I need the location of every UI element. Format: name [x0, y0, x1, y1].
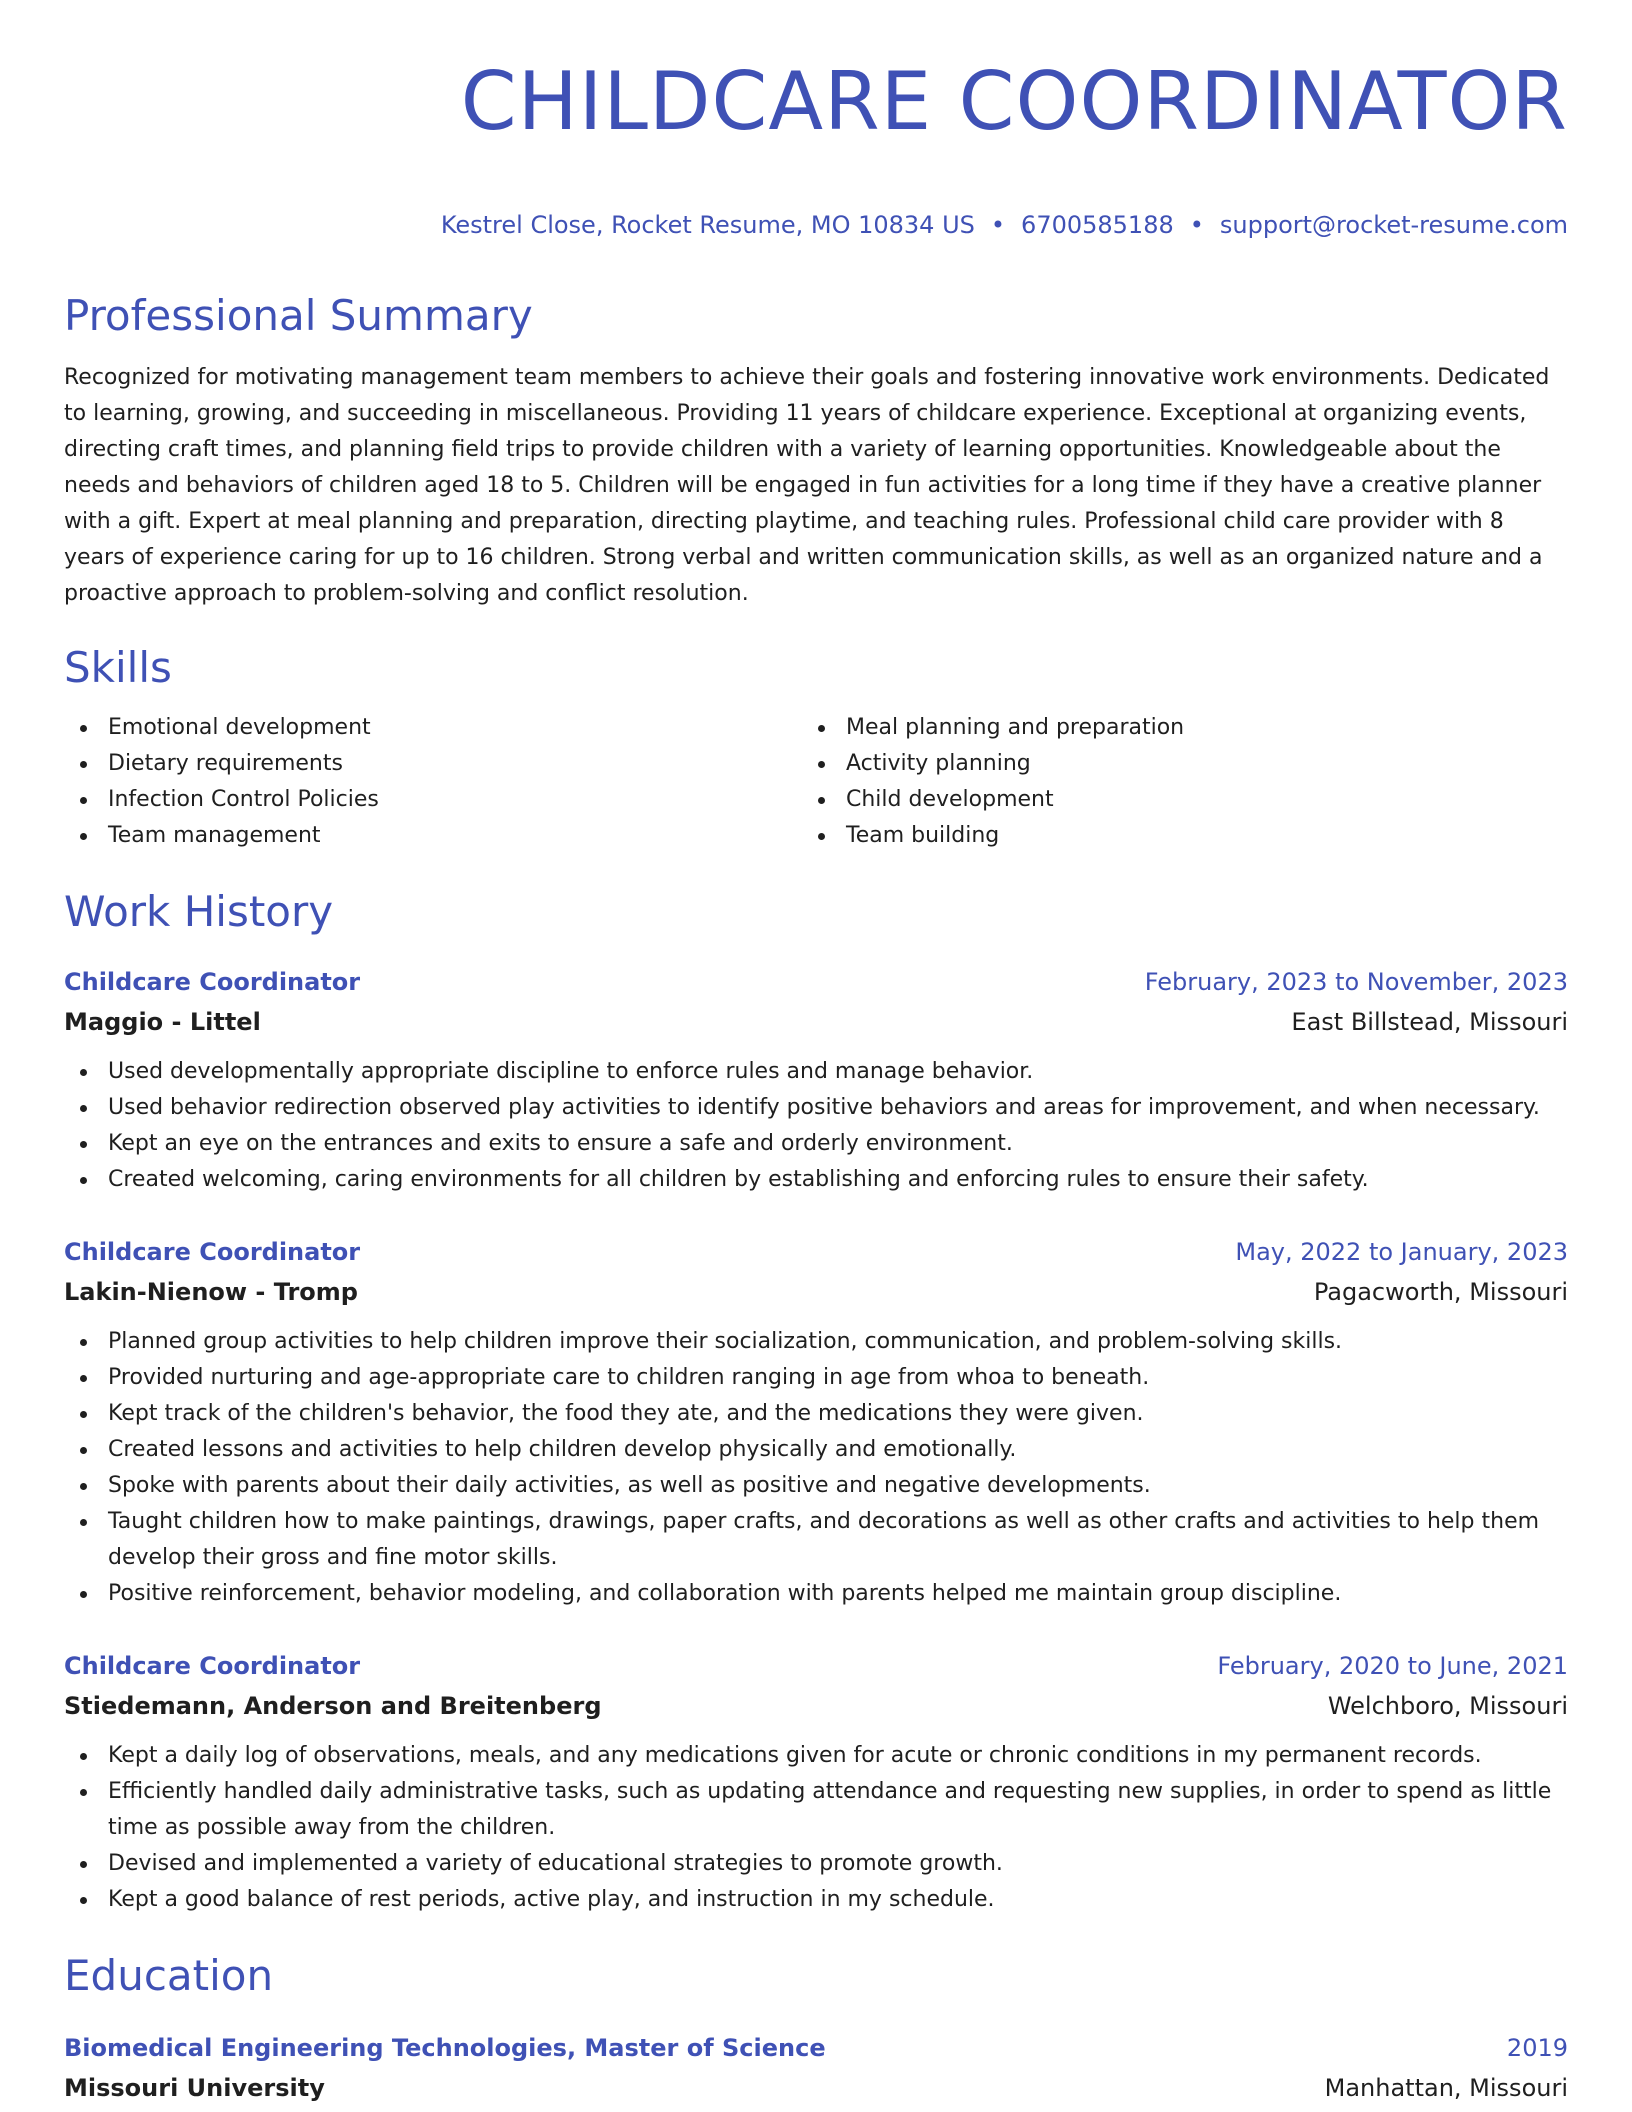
duty-item: Taught children how to make paintings, drawings, paper crafts, and decorations as well as other crafts and activities to help them develop their gross and fine motor skills. — [64, 1504, 1568, 1576]
education-heading: Education — [64, 1951, 274, 2000]
job-location: Welchboro, Missouri — [1327, 1692, 1568, 1720]
skill-item: Dietary requirements — [64, 746, 802, 782]
job-employer: Stiedemann, Anderson and Breitenberg — [64, 1692, 602, 1720]
contact-email: support@rocket-resume.com — [1219, 211, 1568, 239]
job-entry — [64, 1646, 1568, 1918]
job-employer: Lakin-Nienow - Tromp — [64, 1278, 358, 1306]
education-entry — [64, 2028, 1568, 2108]
job-entry — [64, 1232, 1568, 1612]
duty-item: Kept an eye on the entrances and exits to ensure a safe and orderly environment. — [64, 1126, 1568, 1162]
job-title: Childcare Coordinator — [64, 1238, 361, 1266]
contact-line — [64, 210, 1568, 240]
job-dates: May, 2022 to January, 2023 — [1235, 1238, 1568, 1266]
education-year: 2019 — [1506, 2034, 1568, 2062]
work-history-heading: Work History — [64, 887, 334, 936]
job-duties-list — [64, 1054, 1568, 1198]
duty-item: Provided nurturing and age-appropriate care to children ranging in age from whoa to beneath. — [64, 1360, 1568, 1396]
job-title: Childcare Coordinator — [64, 1652, 361, 1680]
job-duties-list — [64, 1324, 1568, 1612]
job-dates: February, 2023 to November, 2023 — [1144, 968, 1568, 996]
duty-item: Kept track of the children's behavior, the food they ate, and the medications they were given. — [64, 1396, 1568, 1432]
job-duties-list — [64, 1738, 1568, 1918]
skill-item: Activity planning — [802, 746, 1540, 782]
duty-item: Efficiently handled daily administrative tasks, such as updating attendance and requesting new supplies, in order to spend as little time as possible away from the children. — [64, 1774, 1568, 1846]
duty-item: Positive reinforcement, behavior modeling, and collaboration with parents helped me maintain group discipline. — [64, 1576, 1568, 1612]
job-employer: Maggio - Littel — [64, 1008, 261, 1036]
duty-item: Used developmentally appropriate discipline to enforce rules and manage behavior. — [64, 1054, 1568, 1090]
summary-heading: Professional Summary — [64, 291, 533, 340]
education-location: Manhattan, Missouri — [1324, 2074, 1568, 2102]
duty-item: Spoke with parents about their daily activities, as well as positive and negative developments. — [64, 1468, 1568, 1504]
skill-item: Meal planning and preparation — [802, 710, 1540, 746]
skill-item: Child development — [802, 782, 1540, 818]
contact-separator: • — [1189, 211, 1204, 239]
job-title: Childcare Coordinator — [64, 968, 361, 996]
duty-item: Kept a daily log of observations, meals, and any medications given for acute or chronic conditions in my permanent records. — [64, 1738, 1568, 1774]
summary-text: Recognized for motivating management team members to achieve their goals and fostering innovative work environments. Dedicated to learning, growing, and succeeding in miscellaneous. Providing 11 years of childcare experience. Exceptional at organizing events, directing craft times, and planning field trips to provide children with a variety of learning opportunities. Knowledgeable about the needs and behaviors of children aged 18 to 5. Children will be engaged in fun activities for a long time if they have a creative planner with a gift. Expert at meal planning and preparation, directing playtime, and teaching rules. Professional child care provider with 8 years of experience caring for up to 16 children. Strong verbal and written communication skills, as well as an organized nature and a proactive approach to problem-solving and conflict resolution. — [64, 365, 1550, 606]
contact-phone: 6700585188 — [1021, 211, 1174, 239]
duty-item: Devised and implemented a variety of educational strategies to promote growth. — [64, 1846, 1568, 1882]
job-location: East Billstead, Missouri — [1291, 1008, 1568, 1036]
contact-separator: • — [990, 211, 1006, 239]
skill-item: Emotional development — [64, 710, 802, 746]
skill-item: Team management — [64, 818, 802, 854]
resume-title: CHILDCARE COORDINATOR — [460, 55, 1568, 148]
duty-item: Created lessons and activities to help children develop physically and emotionally. — [64, 1432, 1568, 1468]
job-dates: February, 2020 to June, 2021 — [1217, 1652, 1568, 1680]
job-location: Pagacworth, Missouri — [1313, 1278, 1568, 1306]
contact-address: Kestrel Close, Rocket Resume, MO 10834 US — [440, 211, 975, 239]
education-school: Missouri University — [64, 2074, 325, 2102]
job-entry — [64, 962, 1568, 1198]
duty-item: Used behavior redirection observed play activities to identify positive behaviors and areas for improvement, and when necessary. — [64, 1090, 1568, 1126]
skills-heading: Skills — [64, 643, 172, 692]
duty-item: Kept a good balance of rest periods, active play, and instruction in my schedule. — [64, 1882, 1568, 1918]
education-degree: Biomedical Engineering Technologies, Master of Science — [64, 2034, 826, 2062]
skill-item: Team building — [802, 818, 1540, 854]
skills-grid — [64, 710, 1568, 854]
skills-right-list — [802, 710, 1540, 854]
skill-item: Infection Control Policies — [64, 782, 802, 818]
skills-left-list — [64, 710, 802, 854]
duty-item: Planned group activities to help children improve their socialization, communication, and problem-solving skills. — [64, 1324, 1568, 1360]
duty-item: Created welcoming, caring environments for all children by establishing and enforcing rules to ensure their safety. — [64, 1162, 1568, 1198]
